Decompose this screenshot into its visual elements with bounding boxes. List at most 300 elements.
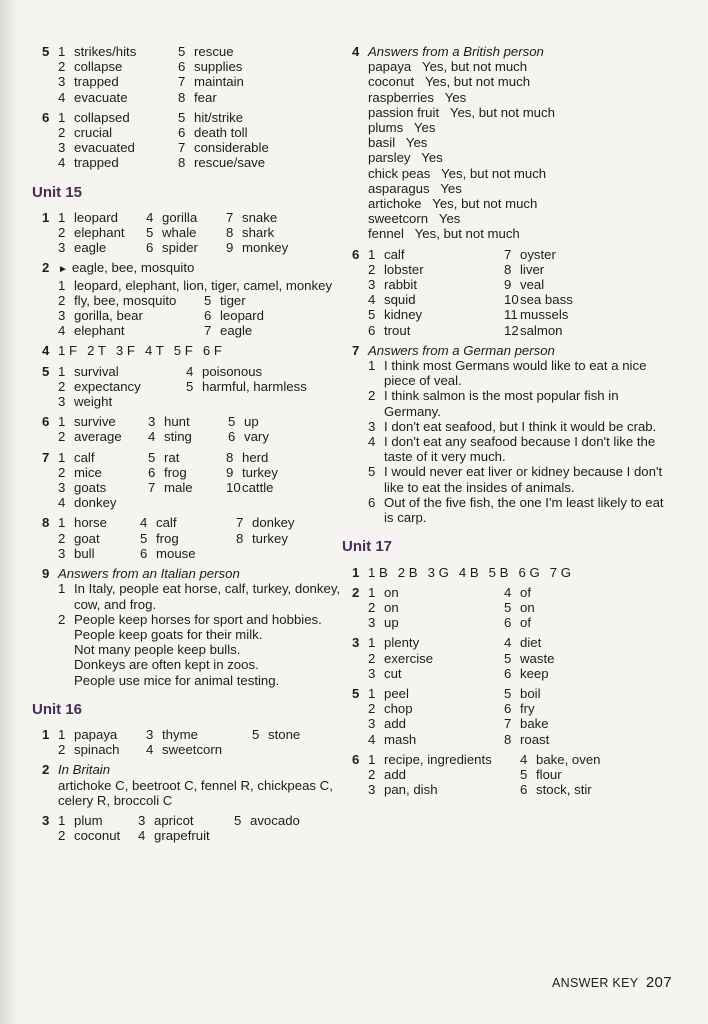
item-number: 4 <box>138 828 146 844</box>
answer-row <box>368 585 672 600</box>
answer-cell <box>504 262 644 277</box>
item-number: 7 <box>204 323 212 339</box>
answer-cell <box>58 323 204 338</box>
answer-text: turkey <box>252 530 288 546</box>
answer-cell <box>504 732 604 747</box>
item-number: 1 <box>58 44 66 59</box>
answer-cell <box>138 828 234 843</box>
example-answer <box>58 260 342 277</box>
answer-text: I think most Germans would like to eat a nice piece of veal. <box>384 358 647 389</box>
exercise-number: 4 <box>42 343 50 359</box>
answer-text: diet <box>520 635 542 651</box>
item-number: 10 <box>504 292 519 308</box>
exercise-answers <box>58 762 342 808</box>
exercise-number: 6 <box>352 751 360 767</box>
exercise-number: 8 <box>42 515 50 531</box>
unit15-exercise-9 <box>42 566 342 688</box>
answer-cell <box>368 732 504 747</box>
item-number: 8 <box>504 261 512 277</box>
item-number: 3 <box>368 782 376 798</box>
answer-cell <box>58 125 178 140</box>
exercise-answers <box>58 210 342 256</box>
item-number: 5 <box>368 307 376 323</box>
exercise-number: 7 <box>42 449 50 465</box>
item-number: 1 <box>58 515 66 531</box>
answer-text: turkey <box>242 464 278 480</box>
item-number: 4 <box>58 155 66 171</box>
item-number: 4 <box>58 89 66 105</box>
answer-cell <box>504 635 604 650</box>
answer-text: of <box>520 584 531 600</box>
answer-row <box>58 480 342 495</box>
answer-row <box>58 74 342 89</box>
answer-row <box>368 732 672 747</box>
answer-text: spider <box>162 240 198 256</box>
item-number: 8 <box>226 225 234 241</box>
answer-text: strikes/hits <box>74 44 137 59</box>
numbered-answer <box>368 358 672 388</box>
answer-cell <box>228 429 308 444</box>
answer-text: mussels <box>520 307 569 323</box>
answer-cell <box>226 450 326 465</box>
answer-cell <box>368 277 504 292</box>
answer-text: peel <box>384 685 409 701</box>
answer-text: leopard <box>74 209 118 225</box>
exercise-answers <box>58 813 342 843</box>
item-number: 10 <box>226 480 241 496</box>
answer-text: on <box>384 599 399 615</box>
item-number: 3 <box>58 394 66 410</box>
answer-row <box>58 429 342 444</box>
answer-cell <box>226 480 326 495</box>
answer-text: coconut <box>74 828 121 844</box>
item-number: 1 <box>58 363 66 379</box>
answer-text: lobster <box>384 261 424 277</box>
exercise-answers <box>58 343 342 358</box>
answer-item: 2 B <box>397 564 418 580</box>
item-number: 2 <box>58 429 66 445</box>
item-number: 11 <box>504 307 518 323</box>
answer-cell <box>178 90 318 105</box>
answer-text: elephant <box>74 225 125 241</box>
answer-item: 6 F <box>202 343 222 359</box>
answer-cell <box>226 495 326 510</box>
exercise-answers <box>368 343 672 525</box>
answer-cell <box>368 752 520 767</box>
answer-text: rabbit <box>384 277 417 293</box>
answer-text: whale <box>162 225 197 241</box>
item-number: 1 <box>368 685 376 701</box>
item-number: 2 <box>58 378 66 394</box>
item-number: 4 <box>146 742 154 758</box>
exercise-answers <box>368 247 672 338</box>
item-number: 5 <box>204 292 212 308</box>
item-number: 1 <box>58 726 66 742</box>
answer-text: harmful, harmless <box>202 378 307 394</box>
answer-text: flour <box>536 766 562 782</box>
answer-item: 2 T <box>87 343 106 359</box>
answer-row <box>368 782 672 797</box>
answer-text: squid <box>384 292 416 308</box>
answer-cell <box>58 515 140 530</box>
answer-text: plenty <box>384 635 420 651</box>
item-number: 8 <box>178 155 186 171</box>
item-number: 4 <box>140 515 148 531</box>
item-number: 6 <box>368 322 376 338</box>
answer-cell <box>148 414 228 429</box>
answer-text: add <box>384 716 407 732</box>
answer-cell <box>504 600 604 615</box>
exercise-subtitle: Answers from a British person <box>368 44 544 59</box>
answer-row <box>58 110 342 125</box>
answer-text: of <box>520 615 531 631</box>
answer-text: snake <box>242 209 278 225</box>
answer-text: rat <box>164 449 180 465</box>
answer-row <box>58 44 342 59</box>
answer-text: expectancy <box>74 378 141 394</box>
exercise-answers <box>368 585 672 631</box>
answer-cell <box>226 240 326 255</box>
answer-line: Not many people keep bulls. <box>74 642 241 658</box>
page-footer <box>552 974 672 991</box>
exercise-answers <box>58 44 342 105</box>
unit17-exercise-5 <box>352 686 672 747</box>
answer-cell <box>58 364 186 379</box>
answer-text: calf <box>384 246 405 262</box>
answer-text: avocado <box>250 812 300 828</box>
answer-text: sting <box>164 429 192 445</box>
item-number: 7 <box>148 480 156 496</box>
answer-row <box>368 600 672 615</box>
answer-cell <box>504 716 604 731</box>
answer-text: waste <box>520 650 555 666</box>
item-number: 1 <box>368 635 376 651</box>
exercise-number: 6 <box>42 414 50 430</box>
item-number: 2 <box>58 292 66 308</box>
answer-text: goats <box>74 480 107 496</box>
answer-text: liver <box>520 261 545 277</box>
item-number: 4 <box>368 731 376 747</box>
answer-cell <box>58 450 148 465</box>
answer-row <box>368 277 672 292</box>
answer-cell <box>58 828 138 843</box>
answer-line: People use mice for animal testing. <box>74 672 280 688</box>
item-number: 12 <box>504 322 519 338</box>
answer-cell <box>504 247 644 262</box>
item-number: 5 <box>504 685 512 701</box>
item-number: 4 <box>58 495 66 511</box>
answer-row <box>58 414 342 429</box>
exercise-answers <box>368 752 672 798</box>
unit16-exercise-6 <box>352 247 672 338</box>
numbered-answer <box>58 278 342 293</box>
item-number: 5 <box>186 378 194 394</box>
answer-cell <box>140 531 236 546</box>
item-number: 2 <box>58 464 66 480</box>
play-arrow-icon: ► <box>58 264 68 276</box>
answer-cell <box>58 155 178 170</box>
exercise-number: 4 <box>352 44 360 59</box>
answer-row <box>58 515 342 530</box>
answer-item: 5 B <box>488 564 509 580</box>
exercise-answers <box>58 727 342 757</box>
answer-text: trout <box>384 322 411 338</box>
answer-cell <box>58 480 148 495</box>
item-number: 8 <box>178 89 186 105</box>
unit15-exercise-4 <box>42 343 342 358</box>
answer-cell <box>140 546 236 561</box>
answer-cell <box>58 813 138 828</box>
item-number: 4 <box>148 429 156 445</box>
answer-row <box>368 262 672 277</box>
answer-cell <box>226 210 326 225</box>
answer-item: 4 T <box>144 343 164 359</box>
answer-text: up <box>244 414 259 430</box>
answer-row <box>58 90 342 105</box>
answer-cell <box>58 59 178 74</box>
item-number: 5 <box>504 599 512 615</box>
answer-text: grapefruit <box>154 828 210 844</box>
item-number: 2 <box>368 701 376 717</box>
answer-text: roast <box>520 731 550 747</box>
answer-text: calf <box>156 515 177 531</box>
item-number: 5 <box>140 530 148 546</box>
answer-text: I don't eat seafood, but I think it would be crab. <box>384 418 657 434</box>
answer-text: cut <box>384 665 402 681</box>
item-number: 2 <box>58 125 66 141</box>
answer-cell <box>178 125 318 140</box>
answer-cell <box>140 515 236 530</box>
answer-cell <box>58 531 140 546</box>
answer-cell <box>58 742 146 757</box>
answer-row <box>58 364 342 379</box>
answer-text: spinach <box>74 742 120 758</box>
answer-row <box>58 323 342 338</box>
answer-cell <box>58 394 186 409</box>
answer-text: monkey <box>242 240 289 256</box>
answer-cell <box>58 240 146 255</box>
answer-row <box>368 635 672 650</box>
item-number: 4 <box>504 584 512 600</box>
answer-row <box>58 531 342 546</box>
item-number: 3 <box>368 665 376 681</box>
answer-text: bake, oven <box>536 751 601 767</box>
item-number: 3 <box>138 812 146 828</box>
answer-item: 3 F <box>115 343 135 359</box>
answer-cell <box>58 379 186 394</box>
answer-cell <box>138 813 234 828</box>
answer-line: coconut Yes, but not much <box>368 74 531 90</box>
exercise-5 <box>42 44 342 105</box>
answer-cell <box>504 701 604 716</box>
item-number: 4 <box>186 363 194 379</box>
answer-cell <box>504 323 644 338</box>
answer-text: evacuate <box>74 89 128 105</box>
item-number: 6 <box>228 429 236 445</box>
item-number: 4 <box>368 434 376 450</box>
answer-item: 4 B <box>458 564 479 580</box>
item-number: 2 <box>368 766 376 782</box>
item-number: 1 <box>58 209 66 225</box>
answer-cell <box>58 495 148 510</box>
item-number: 3 <box>58 545 66 561</box>
answer-text: horse <box>74 515 107 531</box>
answer-line: basil Yes <box>368 135 428 151</box>
answer-row <box>368 767 672 782</box>
answer-row <box>58 308 342 323</box>
item-number: 3 <box>58 240 66 256</box>
answer-text: oyster <box>520 246 556 262</box>
answer-cell <box>58 414 148 429</box>
item-number: 9 <box>504 277 512 293</box>
answer-cell <box>58 225 146 240</box>
answer-text: boil <box>520 685 541 701</box>
item-number: 5 <box>252 726 260 742</box>
item-number: 2 <box>368 599 376 615</box>
footer-label: ANSWER KEY <box>552 976 639 990</box>
answer-cell <box>58 429 148 444</box>
unit16-exercise-7 <box>352 343 672 525</box>
answer-text: weight <box>74 394 113 410</box>
answer-cell <box>204 308 324 323</box>
answer-row <box>368 716 672 731</box>
item-number: 8 <box>236 530 244 546</box>
item-number: 1 <box>58 812 66 828</box>
answer-row <box>58 546 342 561</box>
exercise-answers <box>368 44 672 242</box>
item-number: 1 <box>368 584 376 600</box>
item-number: 1 <box>58 414 66 430</box>
answer-row <box>58 140 342 155</box>
item-number: 2 <box>368 650 376 666</box>
exercise-answers <box>58 515 342 561</box>
unit17-exercise-1 <box>352 565 672 580</box>
answer-cell <box>368 782 520 797</box>
item-number: 5 <box>520 766 528 782</box>
answer-text: plum <box>74 812 103 828</box>
item-number: 4 <box>368 292 376 308</box>
item-number: 9 <box>226 240 234 256</box>
answer-text: trapped <box>74 74 119 90</box>
answer-text: veal <box>520 277 545 293</box>
answer-cell <box>368 615 504 630</box>
unit15-exercise-6 <box>42 414 342 444</box>
answer-cell <box>368 323 504 338</box>
right-column <box>342 44 672 802</box>
answer-cell <box>146 742 252 757</box>
answer-text: I think salmon is the most popular fish in Germany. <box>384 388 619 419</box>
exercise-answers <box>368 686 672 747</box>
answer-cell <box>368 585 504 600</box>
answer-text: mash <box>384 731 417 747</box>
answer-line: passion fruit Yes, but not much <box>368 104 555 120</box>
item-number: 6 <box>504 701 512 717</box>
answer-cell <box>368 307 504 322</box>
item-number: 3 <box>58 308 66 324</box>
answer-row <box>58 125 342 140</box>
answer-row <box>58 495 342 510</box>
answer-cell <box>58 546 140 561</box>
answer-cell <box>178 59 318 74</box>
exercise-number: 3 <box>42 812 50 828</box>
answer-cell <box>368 262 504 277</box>
answer-cell <box>58 110 178 125</box>
item-number: 3 <box>368 418 376 434</box>
answer-row <box>368 666 672 681</box>
item-number: 6 <box>178 59 186 75</box>
answer-text: rescue <box>194 44 234 59</box>
unit15-exercise-5 <box>42 364 342 410</box>
answer-line: chick peas Yes, but not much <box>368 165 547 181</box>
answer-text: calf <box>74 449 95 465</box>
item-number: 6 <box>148 464 156 480</box>
numbered-answer <box>58 612 342 627</box>
answer-row <box>368 701 672 716</box>
unit16-exercise-4 <box>352 44 672 242</box>
answer-cell <box>504 651 604 666</box>
answer-cell <box>504 686 604 701</box>
item-number: 5 <box>228 414 236 430</box>
numbered-answer <box>368 388 672 418</box>
answer-row <box>58 394 342 409</box>
answer-cell <box>204 323 324 338</box>
answer-row <box>58 727 342 742</box>
item-number: 2 <box>368 388 376 404</box>
answer-cell <box>226 225 326 240</box>
item-number: 5 <box>504 650 512 666</box>
answer-cell <box>520 782 640 797</box>
answer-line: parsley Yes <box>368 150 443 166</box>
answer-text: chop <box>384 701 413 717</box>
answer-line: People keep goats for their milk. <box>74 626 263 642</box>
answer-cell <box>368 701 504 716</box>
unit17-exercise-2 <box>352 585 672 631</box>
answer-text: artichoke C, beetroot C, fennel R, chickpeas C, celery R, broccoli C <box>58 777 333 808</box>
answer-line: sweetcorn Yes <box>368 211 461 227</box>
answer-row <box>58 155 342 170</box>
exercise-subtitle: Answers from a German person <box>368 342 555 358</box>
numbered-answer <box>368 464 672 494</box>
item-number: 2 <box>58 828 66 844</box>
answer-line: artichoke Yes, but not much <box>368 196 538 212</box>
answer-cell <box>178 44 318 59</box>
answer-cell <box>368 686 504 701</box>
answer-cell <box>178 110 318 125</box>
answer-text: kidney <box>384 307 423 323</box>
item-number: 7 <box>226 209 234 225</box>
answer-text: gorilla <box>162 209 198 225</box>
item-number: 7 <box>504 716 512 732</box>
exercise-answers <box>58 450 342 511</box>
answer-cell <box>504 585 604 600</box>
answer-cell <box>148 429 228 444</box>
item-number: 2 <box>58 742 66 758</box>
item-number: 4 <box>146 209 154 225</box>
answer-cell <box>178 74 318 89</box>
answer-item: 5 F <box>173 343 193 359</box>
item-number: 1 <box>368 246 376 262</box>
answer-text: vary <box>244 429 269 445</box>
exercise-number: 5 <box>42 363 50 379</box>
answer-text: hunt <box>164 414 190 430</box>
answer-text: considerable <box>194 140 269 156</box>
answer-text: I don't eat any seafood because I don't like the taste of it very much. <box>384 434 656 465</box>
numbered-answer <box>368 495 672 525</box>
answer-row <box>58 225 342 240</box>
answer-row <box>58 742 342 757</box>
answer-cell <box>234 828 334 843</box>
answer-item: 6 G <box>518 564 540 580</box>
